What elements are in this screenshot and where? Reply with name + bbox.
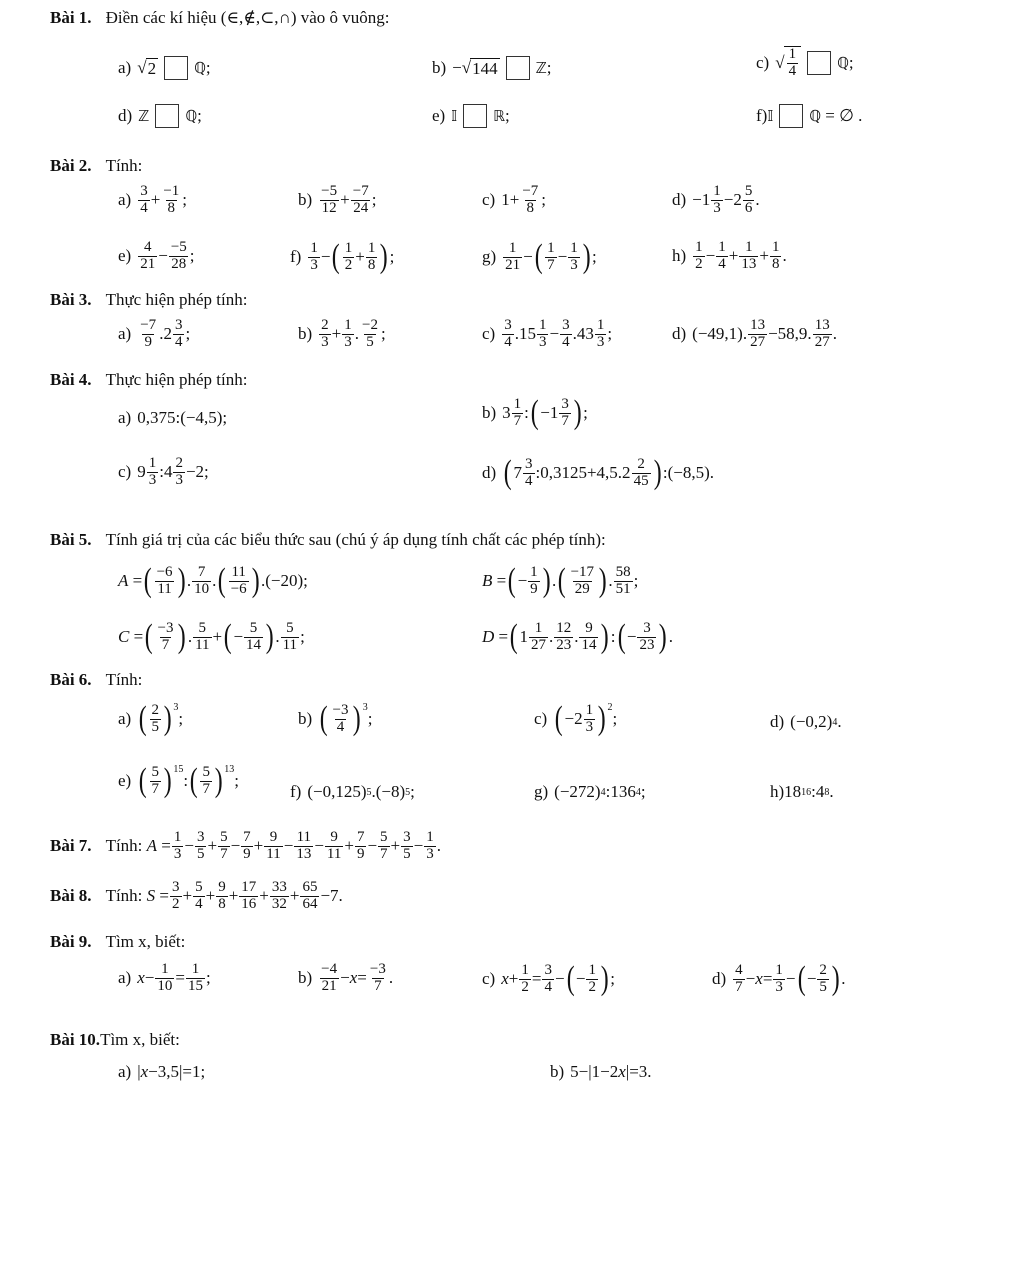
ex9-item-d: d) $\frac{4}{7}$ − x = $\frac{1}{3}$ − ( − $\frac{2}{5}$ ) . xyxy=(712,960,846,997)
answer-box[interactable] xyxy=(164,56,188,80)
ex6-item-a: a) ( $\frac{2}{5}$ ) $^3$ ; xyxy=(118,700,184,737)
answer-box[interactable] xyxy=(506,56,530,80)
ex6-item-g: g) (−272) 4 :136 4 ; xyxy=(534,782,646,801)
ex1-item-a: a) √ 2 ℚ ; xyxy=(118,56,211,80)
ex10-item-b: b) 5−|1−2 x |=3. xyxy=(550,1062,652,1081)
ex3-item-d: d) (−49,1). $\frac{13}{27}$ −58,9. $\frac{13}{27}$ . xyxy=(672,317,837,350)
exercise-3-title: Bài 3. Thực hiện phép tính: xyxy=(50,290,248,309)
ex9-item-a: a) x − $\frac{1}{10}$ = $\frac{1}{15}$ ; xyxy=(118,961,211,994)
ex1-item-d: d) ℤ ℚ ; xyxy=(118,104,202,128)
ex2-item-g: g) $\frac{1}{21}$ − ( $\frac{1}{7}$ − $\frac{1}{3}$ ) ; xyxy=(482,238,597,275)
ex1-item-f: f) 𝕀 ℚ = ∅ . xyxy=(756,104,862,128)
ex4-item-b: b) 3 $\frac{1}{7}$ : ( −1 $\frac{3}{7}$ ) ; xyxy=(482,394,588,431)
exercise-7-label: Bài 7. xyxy=(50,836,92,856)
ex4-item-c: c) 9 $\frac{1}{3}$ :4 $\frac{2}{3}$ −2; xyxy=(118,455,209,488)
exercise-10-title: Bài 10.Tìm x, biết: xyxy=(50,1030,180,1049)
answer-box[interactable] xyxy=(779,104,803,128)
ex6-item-c: c) ( −2 $\frac{1}{3}$ ) $^2$ ; xyxy=(534,700,618,737)
ex1-item-c: c) √ $\frac{1}{4}$ ℚ ; xyxy=(756,46,854,79)
ex10-item-a: a) | x −3,5|=1; xyxy=(118,1062,206,1081)
exercise-1-title: Bài 1. Điền các kí hiệu (∈,∉,⊂,∩) vào ô vuông: xyxy=(50,8,390,27)
ex2-item-c: c) 1+ $\frac{-7}{8}$ ; xyxy=(482,183,547,216)
ex2-item-a: a) $\frac{3}{4}$ + $\frac{-1}{8}$ ; xyxy=(118,183,188,216)
ex9-item-c: c) x + $\frac{1}{2}$ = $\frac{3}{4}$ − ( − $\frac{1}{2}$ ) ; xyxy=(482,960,616,997)
ex1-item-e: e) 𝕀 ℝ ; xyxy=(432,104,510,128)
ex3-item-c: c) $\frac{3}{4}$ .15 $\frac{1}{3}$ − $\frac{3}{4}$ .43 $\frac{1}{3}$ ; xyxy=(482,317,613,350)
ex5-expr-B: B = ( − $\frac{1}{9}$ ) . ( $\frac{-17}{29}$ ) . $\frac{58}{51}$ ; xyxy=(482,562,639,599)
answer-box[interactable] xyxy=(463,104,487,128)
exercise-5-title: Bài 5. Tính giá trị của các biểu thức sau (chú ý áp dụng tính chất các phép tính): xyxy=(50,530,606,549)
answer-box[interactable] xyxy=(807,51,831,75)
exercise-4-title: Bài 4. Thực hiện phép tính: xyxy=(50,370,248,389)
ex6-item-d: d) (−0,2) 4 . xyxy=(770,712,842,731)
answer-box[interactable] xyxy=(155,104,179,128)
ex2-item-h: h) $\frac{1}{2}$ − $\frac{1}{4}$ + $\frac{1}{13}$ + $\frac{1}{8}$ . xyxy=(672,239,787,272)
ex1-item-b: b) − √ 144 ℤ ; xyxy=(432,56,552,80)
ex5-expr-A: A = ( $\frac{-6}{11}$ ) . $\frac{7}{10}$ . ( $\frac{11}{-6}$ ) .(−20); xyxy=(118,562,308,599)
ex5-expr-C: C = ( $\frac{-3}{7}$ ) . $\frac{5}{11}$ + ( − $\frac{5}{14}$ ) . $\frac{5}{11}$ ; xyxy=(118,618,305,655)
exercise-2-title: Bài 2. Tính: xyxy=(50,156,143,175)
ex3-item-b: b) $\frac{2}{3}$ + $\frac{1}{3}$ . $\frac{-2}{5}$ ; xyxy=(298,317,386,350)
ex9-item-b: b) $\frac{-4}{21}$ − x = $\frac{-3}{7}$ . xyxy=(298,961,394,994)
exercise-8-label: Bài 8. xyxy=(50,886,92,906)
ex6-item-h: h)18 16 :4 8 . xyxy=(770,782,834,801)
ex4-item-a: a) 0,375:(−4,5); xyxy=(118,408,228,427)
ex2-item-b: b) $\frac{-5}{12}$ + $\frac{-7}{24}$ ; xyxy=(298,183,377,216)
exercise-9-title: Bài 9. Tìm x, biết: xyxy=(50,932,186,951)
ex2-item-e: e) $\frac{4}{21}$ − $\frac{-5}{28}$ ; xyxy=(118,239,195,272)
ex6-item-e: e) ( $\frac{5}{7}$ ) $^{15}$ : ( $\frac{5}{7}$ ) $^{13}$ ; xyxy=(118,762,239,799)
ex6-item-f: f) (−0,125) 5 .(−8) 5 ; xyxy=(290,782,415,801)
ex5-expr-D: D = ( 1 $\frac{1}{27}$ . $\frac{12}{23}$ . $\frac{9}{14}$ ) : ( − $\frac{3}{23}$ ) . xyxy=(482,618,674,655)
exercise-7: Bài 7. Tính: A = $\frac{1}{3}$ − $\frac{3}{5}$ + $\frac{5}{7}$ − $\frac{7}{9}$ + $\frac{9}{11}$ − $\frac{11}{13}$ − $\frac{9}{11}$ + $\frac{7}{9}$ − $\frac{5}{7}$ + $\frac{3}{5}$ − $\frac{1}{3}$ . xyxy=(50,829,441,862)
ex2-item-d: d) −1 $\frac{1}{3}$ −2 $\frac{5}{6}$ . xyxy=(672,183,760,216)
ex6-item-b: b) ( $\frac{-3}{4}$ ) $^3$ ; xyxy=(298,700,373,737)
exercise-8: Bài 8. Tính: S = $\frac{3}{2}$ + $\frac{5}{4}$ + $\frac{9}{8}$ + $\frac{17}{16}$ + $\frac{33}{32}$ + $\frac{65}{64}$ −7. xyxy=(50,879,343,912)
ex2-item-f: f) $\frac{1}{3}$ − ( $\frac{1}{2}$ + $\frac{1}{8}$ ) ; xyxy=(290,238,395,275)
ex4-item-d: d) ( 7 $\frac{3}{4}$ :0,3125+4,5.2 $\frac{2}{45}$ ) :(−8,5). xyxy=(482,454,715,491)
ex3-item-a: a) $\frac{-7}{9}$ .2 $\frac{3}{4}$ ; xyxy=(118,317,191,350)
exercise-6-title: Bài 6. Tính: xyxy=(50,670,143,689)
